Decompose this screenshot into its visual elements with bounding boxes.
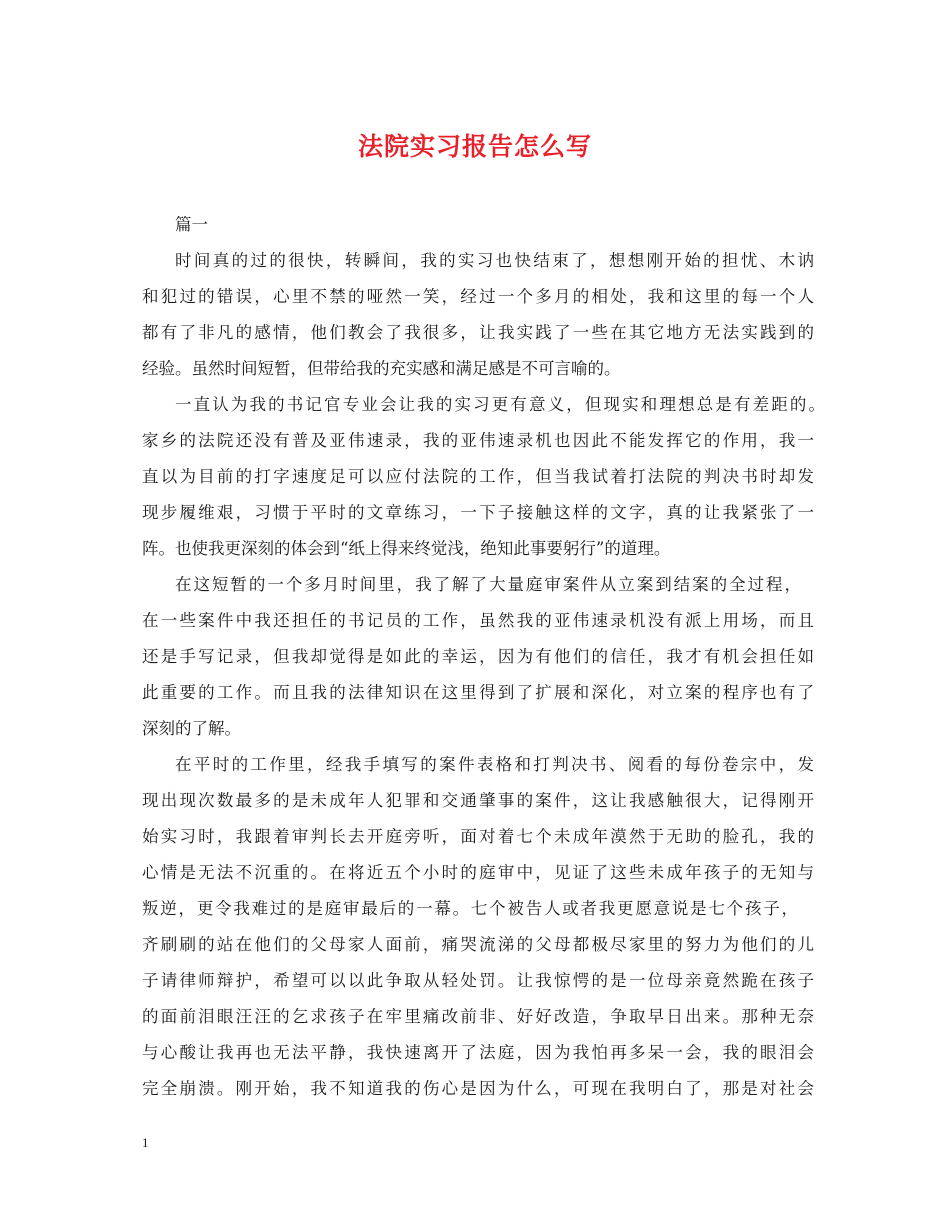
paragraph-line: 直以为目前的打字速度足可以应付法院的工作，但当我试着打法院的判决书时却发 (142, 467, 814, 486)
paragraph-line: 经验。虽然时间短暂，但带给我的充实感和满足感是不可言喻的。 (142, 359, 621, 378)
paragraph-line: 在平时的工作里，经我手填写的案件表格和打判决书、阅看的每份卷宗中，发 (175, 755, 814, 774)
paragraph-line: 与心酸让我再也无法平静，我快速离开了法庭，因为我怕再多呆一会，我的眼泪会 (142, 1043, 814, 1062)
paragraph-line: 在这短暂的一个多月时间里，我了解了大量庭审案件从立案到结案的全过程， (175, 575, 801, 594)
paragraph-line: 时间真的过的很快，转瞬间，我的实习也快结束了，想想刚开始的担忧、木讷 (175, 251, 814, 270)
paragraph-line: 的面前泪眼汪汪的乞求孩子在牢里痛改前非、好好改造，争取早日出来。那种无奈 (142, 1007, 814, 1026)
paragraph-line: 现步履维艰，习惯于平时的文章练习，一下子接触这样的文字，真的让我紧张了一 (142, 503, 814, 522)
section-heading: 篇一 (175, 215, 208, 234)
paragraph-line: 子请律师辩护，希望可以以此争取从轻处罚。让我惊愕的是一位母亲竟然跪在孩子 (142, 971, 814, 990)
paragraph-line: 齐刷刷的站在他们的父母家人面前，痛哭流涕的父母都极尽家里的努力为他们的儿 (142, 935, 814, 954)
paragraph-line: 心情是无法不沉重的。在将近五个小时的庭审中，见证了这些未成年孩子的无知与 (142, 863, 814, 882)
paragraph-line: 还是手写记录，但我却觉得是如此的幸运，因为有他们的信任，我才有机会担任如 (142, 647, 814, 666)
paragraph-line: 叛逆，更令我难过的是庭审最后的一幕。七个被告人或者我更愿意说是七个孩子， (142, 899, 798, 918)
paragraph-line: 家乡的法院还没有普及亚伟速录，我的亚伟速录机也因此不能发挥它的作用，我一 (142, 431, 814, 450)
paragraph-line: 现出现次数最多的是未成年人犯罪和交通肇事的案件，这让我感触很大，记得刚开 (142, 791, 814, 810)
page-number: 1 (142, 1135, 149, 1150)
document-title: 法院实习报告怎么写 (357, 132, 592, 161)
paragraph-line: 深刻的了解。 (142, 719, 241, 738)
paragraph-line: 在一些案件中我还担任的书记员的工作，虽然我的亚伟速录机没有派上用场，而且 (142, 611, 814, 630)
paragraph-line: 完全崩溃。刚开始，我不知道我的伤心是因为什么，可现在我明白了，那是对社会 (142, 1079, 814, 1098)
paragraph-line: 阵。也使我更深刻的体会到“纸上得来终觉浅，绝知此事要躬行”的道理。 (142, 539, 671, 558)
paragraph-line: 始实习时，我跟着审判长去开庭旁听，面对着七个未成年漠然于无助的脸孔，我的 (142, 827, 814, 846)
paragraph-line: 此重要的工作。而且我的法律知识在这里得到了扩展和深化，对立案的程序也有了 (142, 683, 814, 702)
paragraph-line: 都有了非凡的感情，他们教会了我很多，让我实践了一些在其它地方无法实践到的 (142, 323, 814, 342)
paragraph-line: 一直认为我的书记官专业会让我的实习更有意义，但现实和理想总是有差距的。 (175, 395, 825, 414)
paragraph-line: 和犯过的错误，心里不禁的哑然一笑，经过一个多月的相处，我和这里的每一个人 (142, 287, 814, 306)
